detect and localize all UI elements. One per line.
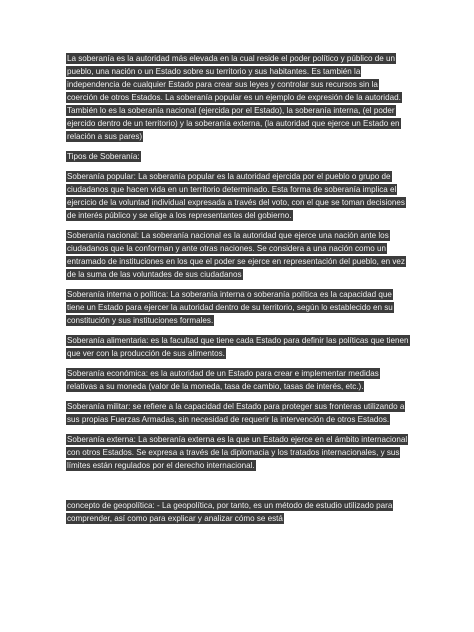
paragraph-text: Soberanía militar: se refiere a la capacidad del Estado para proteger sus fronteras utilizando a sus propias Fuerzas Armadas, sin necesidad de requerir la intervención de otros Estados.	[67, 402, 405, 424]
paragraph-text: Soberanía nacional: La soberanía nacional es la autoridad que ejerce una nación ante los ciudadanos que la conforman y ante otras naciones. Se considera a una nación como un entramado de instituciones en los que el poder se ejerce en representación del pueblo, en vez de la suma de las voluntades de sus ciudadanos	[67, 231, 405, 279]
paragraph-soberania-alimentaria	[66, 334, 410, 360]
paragraph-text: Soberanía externa: La soberanía externa es la que un Estado ejerce en el ámbito internacional con otros Estados. Se expresa a través de la diplomacia y los tratados internacionales, y sus límites están regulados por el derecho internacional.	[67, 435, 408, 470]
paragraph-soberania-interna	[66, 288, 410, 327]
paragraph-text: La soberanía es la autoridad más elevada en la cual reside el poder político y público de un pueblo, una nación o un Estado sobre su territorio y sus habitantes. Es también la independencia de cualquier Estado para crear sus leyes y controlar sus recursos sin la coerción de otros Estados. La soberanía popular es un ejemplo de expresión de la autoridad. También lo es la soberanía nacional (ejercida por el Estado), la soberanía interna, (el poder ejercido dentro de un territorio) y la soberanía externa, (la autoridad que ejerce un Estado en relación a sus pares)	[67, 54, 401, 141]
paragraph-concepto-geopolitica	[66, 499, 410, 525]
document-body	[66, 52, 410, 532]
paragraph-soberania-popular	[66, 170, 410, 222]
paragraph-text: Soberanía económica: es la autoridad de un Estado para crear e implementar medidas relativas a su moneda (valor de la moneda, tasa de cambio, tasas de interés, etc.).	[67, 369, 379, 391]
paragraph-soberania-economica	[66, 367, 410, 393]
paragraph-spacer	[66, 479, 410, 499]
paragraph-text: Soberanía popular: La soberanía popular es la autoridad ejercida por el pueblo o grupo de ciudadanos que hacen vida en un territorio determinado. Esta forma de soberanía implica el ejercicio de la voluntad individual expresada a través del voto, con el que se toman decisiones de interés público y se elige a los representantes del gobierno.	[67, 172, 405, 220]
paragraph-text: concepto de geopolítica: - La geopolítica, por tanto, es un método de estudio utilizado para comprender, así como para explicar y analizar cómo se está	[67, 501, 393, 523]
paragraph-soberania-intro	[66, 52, 410, 143]
heading-text: Tipos de Soberanía:	[67, 152, 140, 161]
paragraph-text: Soberanía interna o política: La soberanía interna o soberanía política es la capacidad que tiene un Estado para ejercer la autoridad dentro de su territorio, según lo establecido en su constitución y sus instituciones formales.	[67, 290, 393, 325]
paragraph-soberania-nacional	[66, 229, 410, 281]
paragraph-text: Soberanía alimentaria: es la facultad que tiene cada Estado para definir las políticas que tienen que ver con la producción de sus alimentos.	[67, 336, 409, 358]
paragraph-soberania-externa	[66, 433, 410, 472]
paragraph-soberania-militar	[66, 400, 410, 426]
heading-tipos-de-soberania	[66, 150, 410, 163]
